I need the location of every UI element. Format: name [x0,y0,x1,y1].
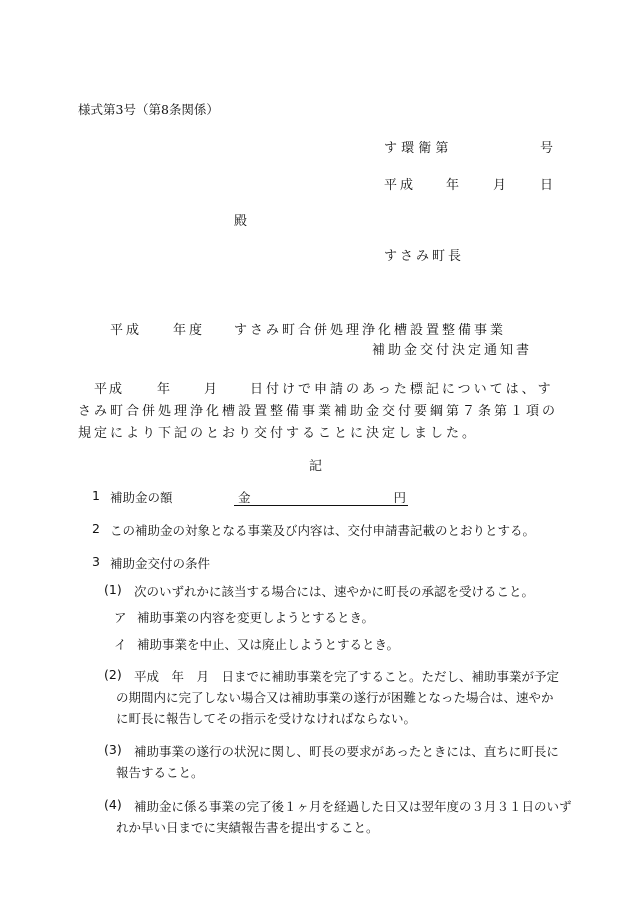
condition2-line3: に町長に報告してその指示を受けなければならない。 [116,711,417,726]
body-year: 年 [157,382,171,397]
title-fiscal-year: 年度 [173,323,206,338]
body-month: 月 [204,382,218,397]
condition1a-text: 補助事業の内容を変更しようとするとき。 [137,610,375,625]
condition1i-text: 補助事業を中止、又は廃止しようとするとき。 [137,637,400,652]
body-line2: さみ町合併処理浄化槽設置整備事業補助金交付要綱第７条第１項の [78,404,559,419]
date-day: 日 [540,178,554,193]
ki-heading: 記 [309,459,323,474]
item1-label: 補助金の額 [110,490,173,505]
condition4-line2: れか早い日までに実績報告書を提出すること。 [116,820,379,835]
condition2-line2: の期間内に完了しない場合又は補助事業の遂行が困難となった場合は、速やか [116,690,554,705]
issuer: すさみ町長 [384,249,465,264]
item3-number: 3 [92,554,100,569]
condition4-number: (4) [104,797,122,812]
amount-prefix: 金 [238,490,251,505]
body-line1-rest: 日付けで申請のあった標記については、す [250,382,554,397]
date-era: 平成 [384,178,417,193]
condition1-number: (1) [104,582,122,597]
doc-number-suffix: 号 [540,141,554,156]
body-era: 平成 [94,382,125,397]
condition1i-number: イ [114,637,127,652]
title-notice: 補助金交付決定通知書 [372,343,533,358]
addressee-suffix: 殿 [234,214,248,229]
title-project: すさみ町合併処理浄化槽設置整備事業 [234,323,507,338]
condition3-line2: 報告すること。 [116,765,204,780]
item3-label: 補助金交付の条件 [110,556,211,571]
condition4-line1: 補助金に係る事業の完了後１ヶ月を経過した日又は翌年度の３月３１日のいず [134,799,572,814]
amount-field [234,488,408,506]
item1-number: 1 [92,488,100,503]
date-year: 年 [446,178,460,193]
condition3-line1: 補助事業の遂行の状況に関し、町長の要求があったときには、直ちに町長に [134,744,559,759]
item2-number: 2 [92,521,100,536]
amount-suffix: 円 [393,490,406,505]
item2-text: この補助金の対象となる事業及び内容は、交付申請書記載のとおりとする。 [110,523,536,538]
condition3-number: (3) [104,742,122,757]
form-number: 様式第3号（第8条関係） [78,102,219,117]
title-era: 平成 [110,323,143,338]
date-month: 月 [493,178,507,193]
doc-number-prefix: す 環 衛 第 [384,141,449,156]
body-line3: 規定により下記のとおり交付することに決定しました。 [78,426,479,441]
condition2-line1: 平成 年 月 日までに補助事業を完了すること。ただし、補助事業が予定 [134,669,560,684]
condition1a-number: ア [114,610,127,625]
condition1-text: 次のいずれかに該当する場合には、速やかに町長の承認を受けること。 [134,584,535,599]
condition2-number: (2) [104,667,122,682]
